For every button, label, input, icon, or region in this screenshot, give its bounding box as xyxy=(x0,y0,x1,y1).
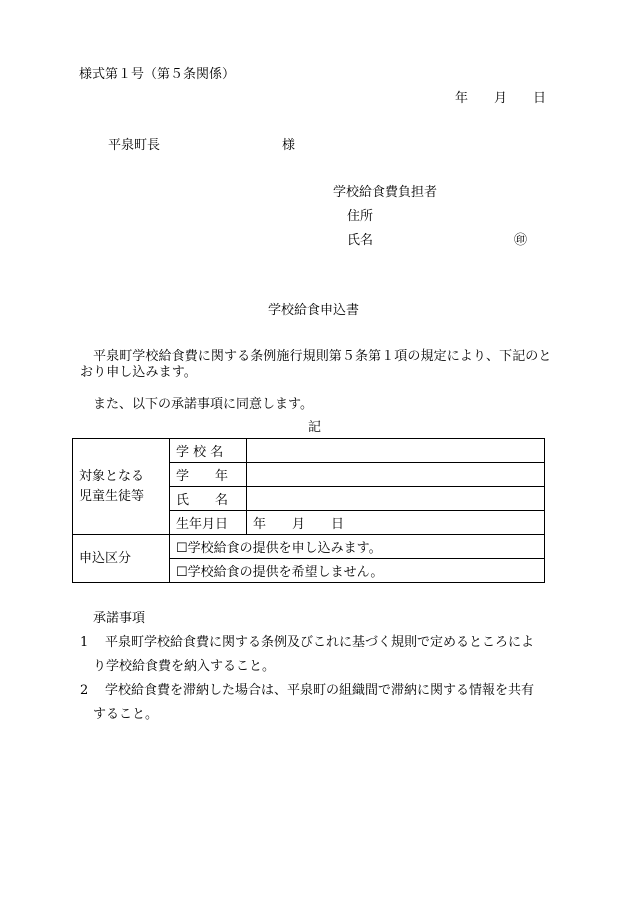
consent-item2-text: 学校給食費を滞納した場合は、平泉町の組織間で滞納に関する情報を共有 xyxy=(105,683,535,698)
consent-item1-text: 平泉町学校給食費に関する条例及びこれに基づく規則で定めるところによ xyxy=(105,635,535,650)
form-number: 様式第１号（第５条関係） xyxy=(79,67,236,82)
grade-field[interactable] xyxy=(247,463,545,487)
consent-item2-number: 2 xyxy=(80,683,89,698)
student-label-line2: 児童生徒等 xyxy=(79,488,145,504)
addressee-honorific: 様 xyxy=(282,138,296,153)
dob-field[interactable]: 年 月 日 xyxy=(247,511,545,535)
application-form-table xyxy=(72,438,545,583)
school-name-label: 学 校 名 xyxy=(170,439,247,463)
dob-label: 生年月日 xyxy=(170,511,247,535)
name-label: 氏 名 xyxy=(170,487,247,511)
seal-mark: ㊞ xyxy=(514,233,528,248)
option-decline-checkbox[interactable]: ☐学校給食の提供を希望しません。 xyxy=(170,559,545,583)
school-name-field[interactable] xyxy=(247,439,545,463)
option-apply-checkbox[interactable]: ☐学校給食の提供を申し込みます。 xyxy=(170,535,545,559)
consent-title: 承諾事項 xyxy=(93,611,146,626)
ki-heading: 記 xyxy=(308,420,322,435)
name-field[interactable] xyxy=(247,487,545,511)
payer-address-label: 住所 xyxy=(347,209,374,224)
payer-name-label: 氏名 xyxy=(347,233,374,248)
grade-label: 学 年 xyxy=(170,463,247,487)
consent-item1-number: 1 xyxy=(80,635,89,650)
date-line: 年 月 日 xyxy=(455,91,547,106)
application-label: 申込区分 xyxy=(73,535,170,583)
consent-agreement-line: また、以下の承諾事項に同意します。 xyxy=(93,397,313,412)
student-label-line1: 対象となる xyxy=(79,468,145,484)
consent-item2-continuation: すること。 xyxy=(93,707,159,722)
payer-title: 学校給食費負担者 xyxy=(333,185,438,200)
consent-item1-continuation: り学校給食費を納入すること。 xyxy=(93,659,276,674)
document-title: 学校給食申込書 xyxy=(268,303,360,318)
body-paragraph: 平泉町学校給食費に関する条例施行規則第５条第１項の規定により、下記のとおり申し込みます。 xyxy=(80,349,552,380)
student-label-cell xyxy=(73,439,170,535)
addressee-title: 平泉町長 xyxy=(108,138,161,153)
